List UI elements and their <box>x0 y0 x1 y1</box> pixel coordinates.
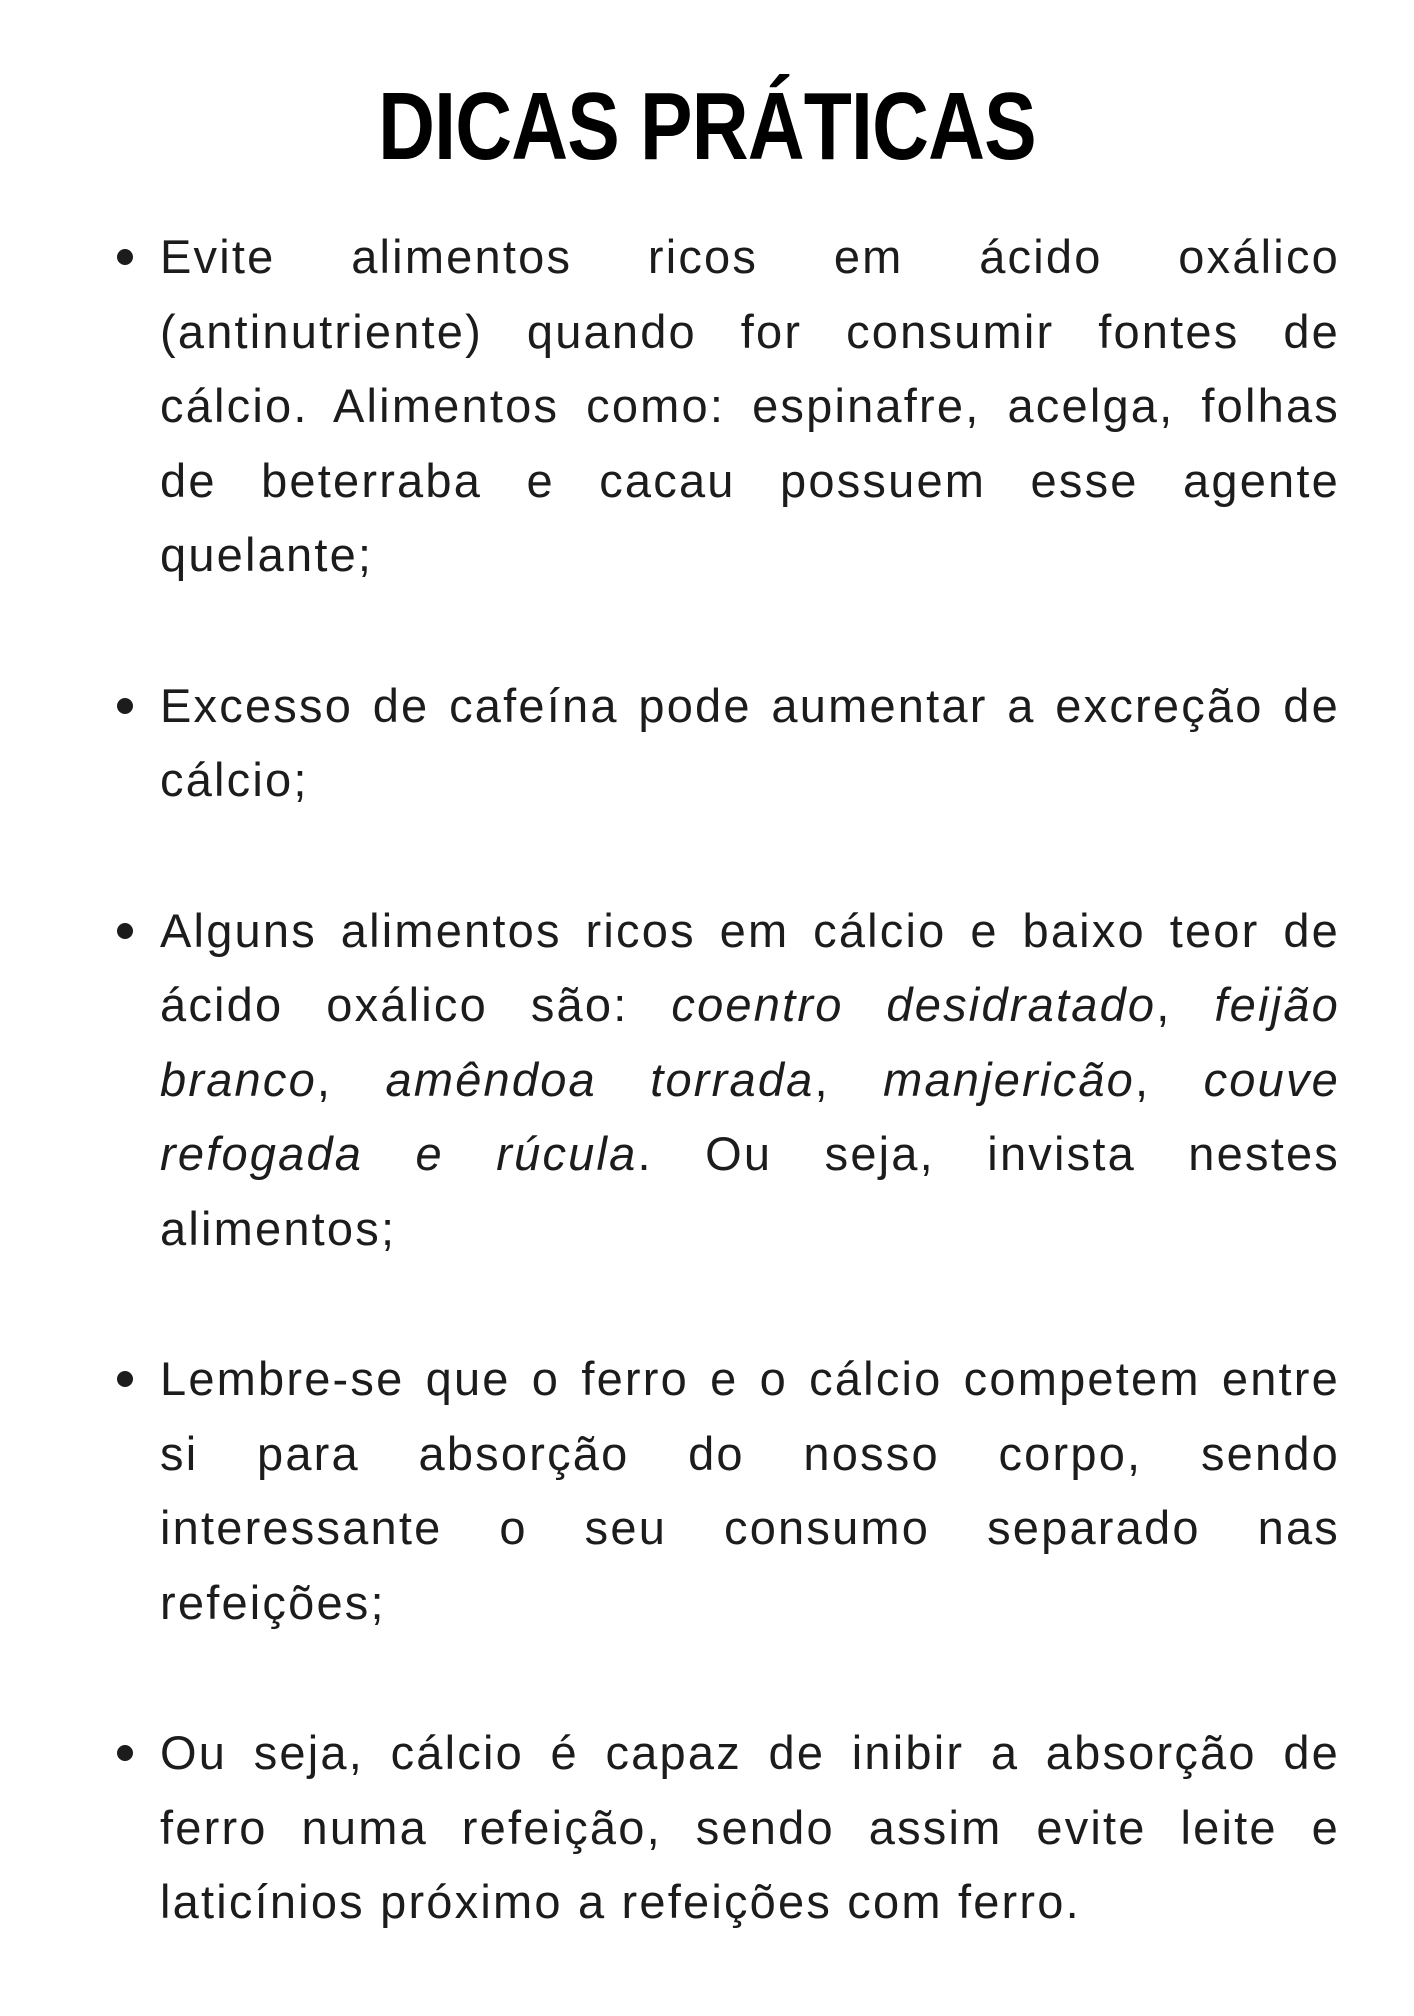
tip-text: Excesso de cafeína pode aumentar a excreção de cálcio; <box>160 678 1340 806</box>
bullet-icon <box>117 249 133 265</box>
food-amendoa: amêndoa torrada <box>385 1052 815 1106</box>
tips-list <box>160 220 1340 2016</box>
separator: , <box>814 1052 884 1106</box>
tip-text: Ou seja, cálcio é capaz de inibir a absorção de ferro numa refeição, sendo assim evite leite e laticínios próximo a refeições com ferro. <box>160 1726 1340 1928</box>
separator: , <box>1134 1052 1204 1106</box>
food-manjericao: manjericão <box>883 1052 1135 1106</box>
bullet-icon <box>117 698 133 714</box>
tip-item-oxalic-acid <box>160 220 1340 593</box>
tip-item-dairy <box>160 1716 1340 1940</box>
tip-text-outro: . Ou seja, invista nestes alimentos; <box>160 1127 1340 1255</box>
bullet-icon <box>117 923 133 939</box>
bullet-icon <box>117 1371 133 1387</box>
tip-item-caffeine <box>160 669 1340 818</box>
food-couve-rucula: couve refogada e rúcula <box>160 1052 1340 1180</box>
bullet-icon <box>117 1745 133 1761</box>
tip-text-intro: Alguns alimentos ricos em cálcio e baixo teor de ácido oxálico são: <box>160 903 1340 1031</box>
tip-text: Lembre-se que o ferro e o cálcio competem entre si para absorção do nosso corpo, sendo interessante o seu consumo separado nas refeições; <box>160 1352 1340 1629</box>
food-feijao: feijão branco <box>160 978 1340 1106</box>
food-coentro: coentro desidratado <box>671 978 1157 1031</box>
page-title: DICAS PRÁTICAS <box>378 73 1036 180</box>
separator: , <box>1156 978 1215 1031</box>
tip-item-iron-calcium <box>160 1342 1340 1640</box>
tip-item-calcium-foods <box>160 894 1340 1267</box>
tip-text: Evite alimentos ricos em ácido oxálico (antinutriente) quando for consumir fontes de cálcio. Alimentos como: espinafre, acelga, folhas de beterraba e cacau possuem esse agente quelante; <box>160 230 1340 581</box>
separator: , <box>316 1052 386 1106</box>
